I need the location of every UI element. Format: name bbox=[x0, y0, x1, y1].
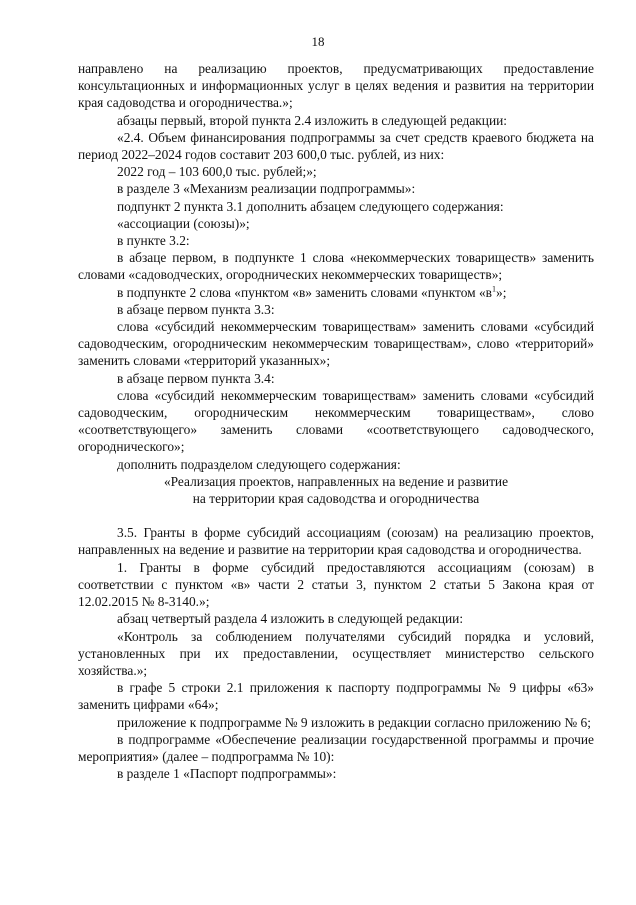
paragraph: направлено на реализацию проектов, предусматривающих предоставление консультационных и информационных услуг в целях ведения и развития на территории края садоводства и огородничества.»; bbox=[78, 61, 594, 111]
paragraph: «Контроль за соблюдением получателями субсидий порядка и условий, установленных при их предоставлении, осуществляет министерство сельского хозяйства.»; bbox=[78, 628, 594, 678]
paragraph: абзац четвертый раздела 4 изложить в следующей редакции: bbox=[117, 611, 464, 627]
subsection-title: на территории края садоводства и огородничества bbox=[192, 491, 480, 507]
paragraph: дополнить подразделом следующего содержания: bbox=[117, 456, 401, 472]
paragraph: в подпрограмме «Обеспечение реализации государственной программы и прочие мероприятия» (далее – подпрограмма № 10): bbox=[78, 731, 594, 764]
subsection-title: «Реализация проектов, направленных на ведение и развитие bbox=[163, 473, 509, 489]
paragraph: абзацы первый, второй пункта 2.4 изложить в следующей редакции: bbox=[117, 112, 508, 128]
paragraph: в графе 5 строки 2.1 приложения к паспорту подпрограммы № 9 цифры «63» заменить цифрами «64»; bbox=[78, 680, 594, 713]
paragraph: в абзаце первом, в подпункте 1 слова «некоммерческих товариществ» заменить словами «садоводческих, огороднических некоммерческих товариществ»; bbox=[78, 250, 594, 283]
paragraph: «2.4. Объем финансирования подпрограммы за счет средств краевого бюджета на период 2022–2024 годов составит 203 600,0 тыс. рублей, из них: bbox=[78, 129, 594, 163]
paragraph: в абзаце первом пункта 3.3: bbox=[117, 301, 275, 317]
document-body bbox=[78, 60, 594, 782]
text-segment: в подпункте 2 слова «пунктом «в» заменить словами «пунктом «в bbox=[117, 284, 493, 300]
paragraph: 3.5. Гранты в форме субсидий ассоциациям (союзам) на реализацию проектов, направленных на ведение и развитие на территории края садоводства и огородничества. bbox=[78, 525, 594, 558]
paragraph: в разделе 3 «Механизм реализации подпрограммы»: bbox=[117, 181, 416, 197]
paragraph: 1. Гранты в форме субсидий предоставляются ассоциациям (союзам) в соответствии с пунктом «в» части 2 статьи 3, пунктом 2 статьи 5 Закона края от 12.02.2015 № 8-3140.»; bbox=[78, 559, 594, 610]
paragraph: «ассоциации (союзы)»; bbox=[117, 215, 250, 231]
paragraph: слова «субсидий некоммерческим товариществам» заменить словами «субсидий садоводческим, огородническим некоммерческим товариществам», слово «территорий» заменить словами «территорий указанных»; bbox=[78, 319, 594, 369]
paragraph: в пункте 3.2: bbox=[117, 233, 190, 249]
paragraph: приложение к подпрограмме № 9 изложить в редакции согласно приложению № 6; bbox=[117, 714, 591, 730]
paragraph: в разделе 1 «Паспорт подпрограммы»: bbox=[117, 766, 337, 782]
text-segment: »; bbox=[496, 284, 507, 300]
paragraph: 2022 год – 103 600,0 тыс. рублей;»; bbox=[117, 164, 317, 180]
paragraph: подпункт 2 пункта 3.1 дополнить абзацем следующего содержания: bbox=[117, 198, 504, 214]
page-number: 18 bbox=[311, 34, 325, 49]
spacer bbox=[78, 507, 594, 524]
paragraph: слова «субсидий некоммерческим товариществам» заменить словами «субсидий садоводческим, огородническим некоммерческим товариществам», слово «соответствующего» заменить словами «соответствующего садоводческого, огороднического»; bbox=[78, 387, 594, 455]
paragraph-with-superscript bbox=[78, 284, 594, 301]
paragraph: в абзаце первом пункта 3.4: bbox=[117, 370, 275, 386]
superscript: 1 bbox=[492, 284, 497, 294]
